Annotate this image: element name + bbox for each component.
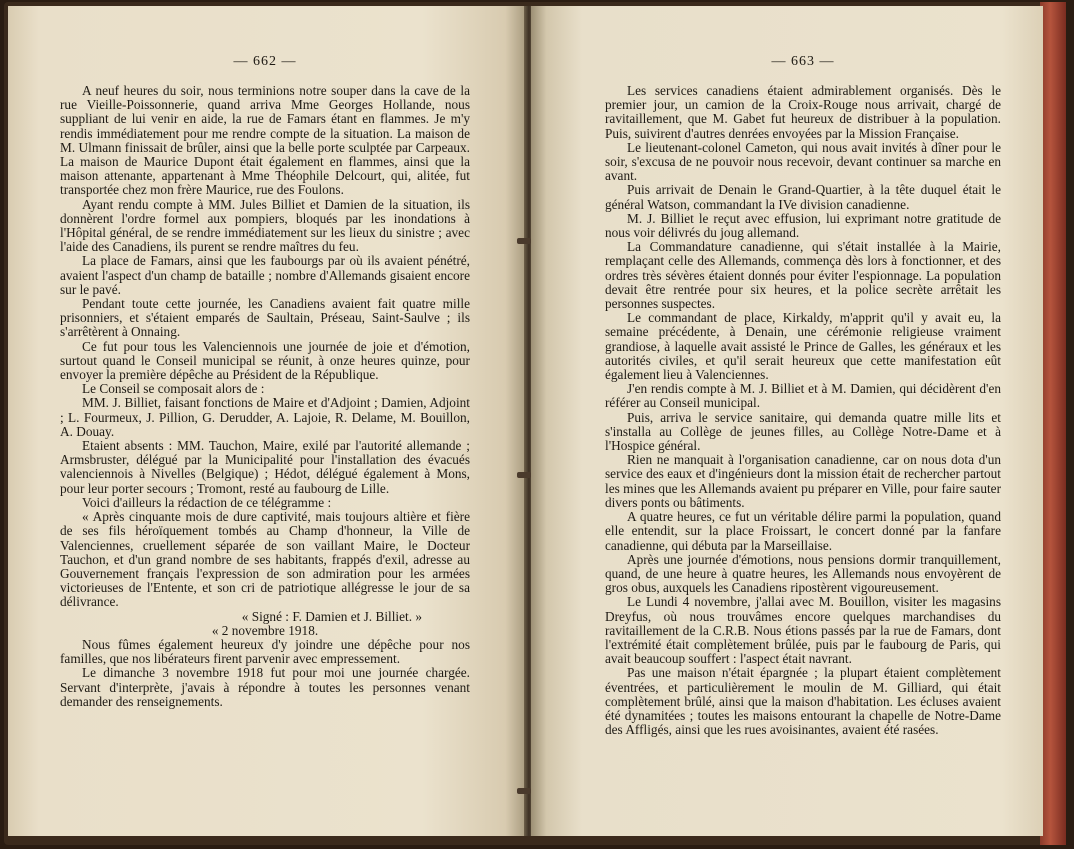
paragraph: Pas une maison n'était épargnée ; la plupart étaient complètement éventrées, et particulièrement le moulin de M. Gilliard, qui était complètement brûlé, ainsi que la maison d'habitation. Les écluses avaient été dynamitées ; toutes les maisons entourant la chapelle de Notre-Dame des Affligés, ainsi que les rues avoisinantes, avaient été rasées. bbox=[605, 665, 1001, 738]
paragraph: MM. J. Billiet, faisant fonctions de Maire et d'Adjoint ; Damien, Adjoint ; L. Fourmeux, J. Pillion, G. Derudder, A. Lajoie, R. Delame, M. Bouillon, A. Douay. bbox=[60, 395, 470, 439]
paragraph: Le Lundi 4 novembre, j'allai avec M. Bouillon, visiter les magasins Dreyfus, où nous trouvâmes encore quelques marchandises du ravitaillement de la C.R.B. Nous étions passés par la rue de Famars, dont l'extrémité était complètement brûlée, puis par le faubourg de Paris, qui avait beaucoup souffert : l'aspect était navrant. bbox=[605, 594, 1001, 667]
paragraph: Puis arrivait de Denain le Grand-Quartier, à la tête duquel était le général Watson, commandant la IVe division canadienne. bbox=[605, 182, 1001, 212]
paragraph: Après une journée d'émotions, nous pensions dormir tranquillement, quand, de une heure à quatre heures, les Allemands nous envoyèrent de gros obus, auxquels les Canadiens ripostèrent vigoureusement. bbox=[605, 551, 1001, 596]
book-cover-edge bbox=[1040, 2, 1066, 845]
left-page-text bbox=[60, 84, 470, 709]
paragraph: Voici d'ailleurs la rédaction de ce télégramme : bbox=[82, 494, 332, 510]
binding-mark bbox=[517, 238, 531, 244]
paragraph: La Commandature canadienne, qui s'était installée à la Mairie, remplaçant celle des Allemands, commença dès lors à fonctionner, et des ordres très sévères étaient donnés pour éviter l'espionnage. La population devait être rentrée pour six heures, et la police secrète arrêtait les personnes suspectes. bbox=[605, 239, 1001, 312]
telegram-text: « Après cinquante mois de dure captivité, mais toujours altière et fière de ses fils héroïquement tombés au Champ d'honneur, la Ville de Valenciennes, cruellement séparée de son vaillant Maire, le Docteur Tauchon, et d'un grand nombre de ses habitants, frappés d'exil, adresse au Gouvernement français l'expression de son admiration pour les armées victorieuses de l'Entente, et son cri de patriotique allégresse le jour de sa délivrance. bbox=[60, 509, 470, 610]
binding-mark bbox=[517, 788, 531, 794]
paragraph: Les services canadiens étaient admirablement organisés. Dès le premier jour, un camion de la Croix-Rouge nous arrivait, chargé de ravitaillement, que M. Gabet fut heureux de distribuer à la population. Puis, suivirent d'autres denrées envoyées par la Mission Française. bbox=[605, 83, 1001, 141]
paragraph: Pendant toute cette journée, les Canadiens avaient fait quatre mille prisonniers, et s'étaient emparés de Saultain, Préseau, Saint-Saulve ; ils s'arrêtèrent à Onnaing. bbox=[60, 296, 470, 340]
open-book bbox=[4, 2, 1066, 845]
telegram-signature: « Signé : F. Damien et J. Billiet. » bbox=[241, 608, 422, 624]
paragraph: J'en rendis compte à M. J. Billiet et à M. Damien, qui décidèrent d'en référer au Conseil municipal. bbox=[605, 381, 1001, 411]
right-page-text bbox=[605, 84, 1001, 737]
paragraph: Ayant rendu compte à MM. Jules Billiet et Damien de la situation, ils donnèrent l'ordre formel aux pompiers, bloqués par les inondations à l'Hôpital général, de se rendre immédiatement sur les lieux du sinistre ; avec l'aide des Canadiens, ils purent se rendre maîtres du feu. bbox=[60, 196, 470, 255]
right-page-number: — 663 — bbox=[771, 54, 835, 69]
paragraph: Le lieutenant-colonel Cameton, qui nous avait invités à dîner pour le soir, s'excusa de ne pouvoir nous recevoir, devant continuer sa marche en avant. bbox=[605, 139, 1001, 184]
paragraph: Le commandant de place, Kirkaldy, m'apprit qu'il y avait eu, la semaine précédente, à Denain, une cérémonie religieuse vraiment grandiose, à laquelle avait assisté le Prince de Galles, les généraux et les autorités civiles, et qu'il serait heureux que cette manifestation eût également lieu à Valenciennes. bbox=[605, 310, 1001, 383]
paragraph: Ce fut pour tous les Valenciennois une journée de joie et d'émotion, surtout quand le Conseil municipal se réunit, à onze heures quinze, pour envoyer la première dépêche au Président de la République. bbox=[60, 338, 470, 383]
right-page bbox=[531, 6, 1043, 836]
paragraph: A quatre heures, ce fut un véritable délire parmi la population, quand elle entendit, sur la place Froissart, le concert donné par la fanfare canadienne, qui débuta par la Marseillaise. bbox=[605, 509, 1001, 553]
left-page-number: — 662 — bbox=[233, 54, 297, 69]
paragraph: Etaient absents : MM. Tauchon, Maire, exilé par l'autorité allemande ; Armsbruster, délégué par la Municipalité pour l'installation des évacués valenciennois à Nivelles (Belgique) ; Hédot, délégué également à Mons, pour leur porter secours ; Tromont, resté au faubourg de Lille. bbox=[60, 438, 470, 496]
paragraph: La place de Famars, ainsi que les faubourgs par où ils avaient pénétré, avaient l'aspect d'un champ de bataille ; nombre d'Allemands gisaient encore sur le pavé. bbox=[60, 253, 470, 297]
paragraph: A neuf heures du soir, nous terminions notre souper dans la cave de la rue Vieille-Poissonnerie, quand arriva Mme Georges Hollande, nous suppliant de lui venir en aide, la rue de Famars étant en flammes. Je m'y rendis immédiatement pour me rendre compte de la situation. La maison de M. Ulmann finissait de brûler, ainsi que la belle porte sculptée par Carpeaux. La maison de Maurice Dupont était également en flammes, ainsi que la maison attenante, appartenant à Mme Théophile Delcourt, qui, alitée, fut transportée chez mon frère Maurice, rue des Foulons. bbox=[60, 83, 470, 198]
left-page bbox=[8, 6, 526, 836]
telegram-date: « 2 novembre 1918. bbox=[211, 622, 319, 638]
paragraph: M. J. Billiet le reçut avec effusion, lui exprimant notre gratitude de nous voir délivrés du joug allemand. bbox=[605, 210, 1001, 241]
paragraph: Puis, arriva le service sanitaire, qui demanda quatre mille lits et s'installa au Collège de jeunes filles, au Collège Notre-Dame et à l'Hospice général. bbox=[605, 409, 1001, 454]
paragraph: Le Conseil se composait alors de : bbox=[82, 381, 265, 397]
paragraph: Le dimanche 3 novembre 1918 fut pour moi une journée chargée. Servant d'interprète, j'avais à répondre à toutes les personnes venant demander des renseignements. bbox=[60, 665, 470, 709]
paragraph: Nous fûmes également heureux d'y joindre une dépêche pour nos familles, que nos libérateurs firent parvenir avec empressement. bbox=[60, 636, 470, 667]
paragraph: Rien ne manquait à l'organisation canadienne, car on nous dota d'un service des eaux et d'ingénieurs dont la mission était de rechercher partout les mines que les Allemands avaient pu préparer en Ville, pour faire sauter divers ponts ou bâtiments. bbox=[605, 452, 1001, 510]
binding-mark bbox=[517, 472, 531, 478]
